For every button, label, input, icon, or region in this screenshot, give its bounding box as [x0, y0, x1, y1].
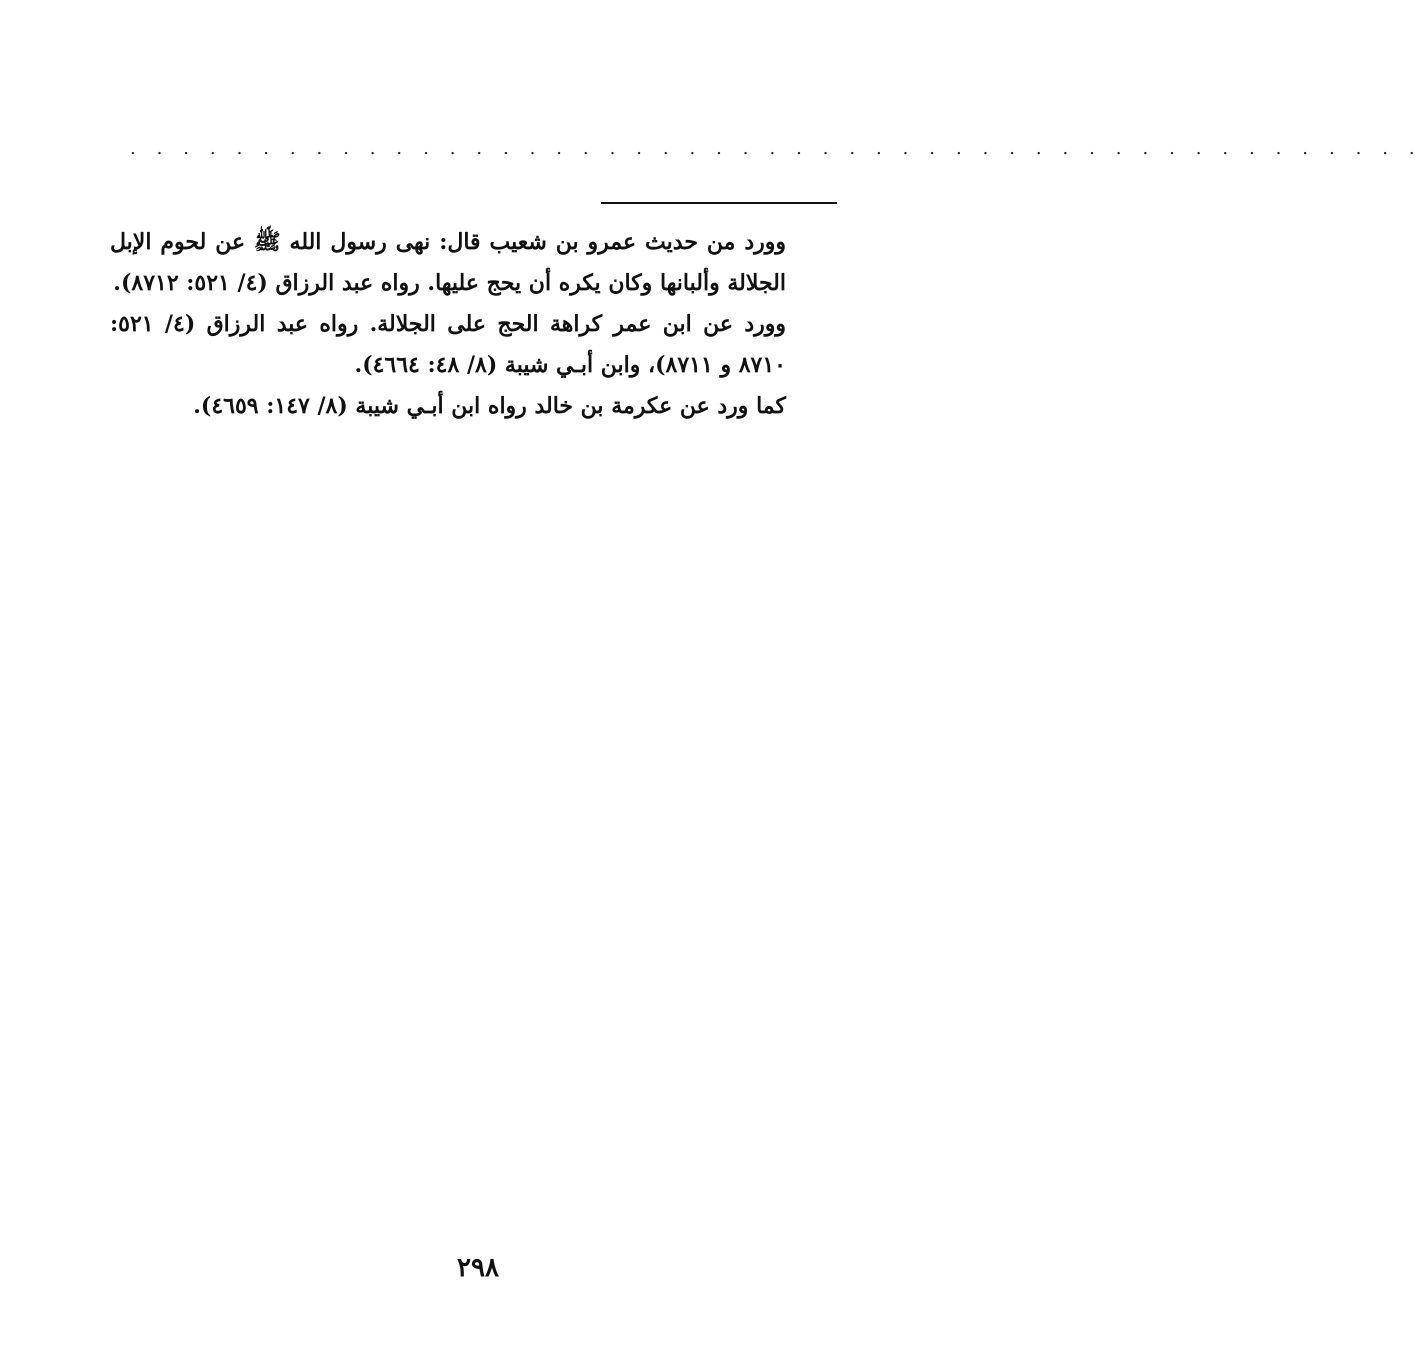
footnote-rule [601, 202, 837, 204]
footnote-paragraph: وورد من حديث عمرو بن شعيب قال: نهى رسول الله ﷺ عن لحوم الإبل الجلالة وألبانها وكان يكره أن يحج عليها. رواه عبد الرزاق (٤/ ٥٢١: ٨٧١٢). [110, 229, 786, 296]
page-number: ٢٩٨ [457, 1253, 499, 1283]
dotted-separator: . . . . . . . . . . . . . . . . . . . . . . . . . . . . . . . . . . . . . . . . . . . . . . . . . [130, 138, 1422, 159]
footnote-paragraph: كما ورد عن عكرمة بن خالد رواه ابن أبـي شيبة (٨/ ١٤٧: ٤٦٥٩). [193, 393, 786, 419]
footnote-paragraph: وورد عن ابن عمر كراهة الحج على الجلالة. رواه عبد الرزاق (٤/ ٥٢١: ٨٧١٠ و ٨٧١١)، وابن أبـي شيبة (٨/ ٤٨: ٤٦٦٤). [110, 311, 786, 378]
footnotes-block [110, 222, 840, 427]
